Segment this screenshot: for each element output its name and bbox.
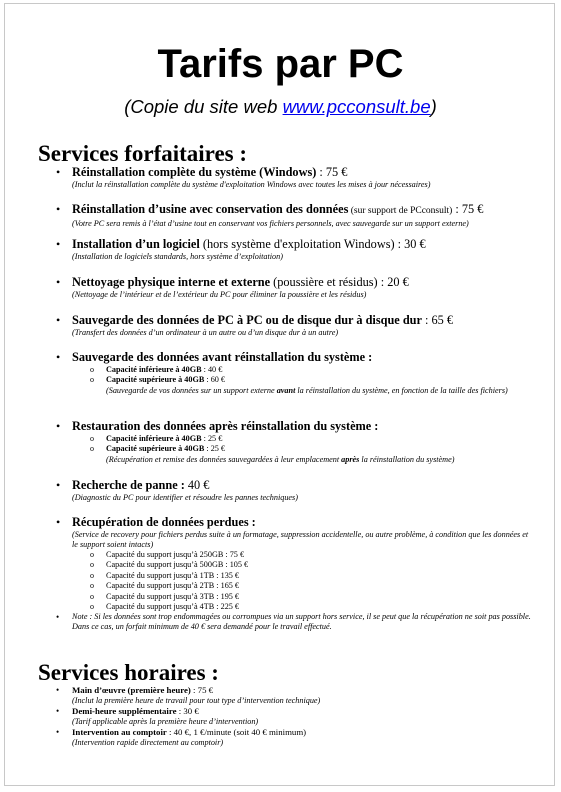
capacity-tier bbox=[72, 560, 533, 570]
bullet-icon: • bbox=[56, 350, 61, 364]
tier-label: Capacité du support jusqu’à 2TB : 165 € bbox=[106, 581, 240, 591]
recovery-note: Note : Si les données sont trop endommagées ou corrompues via un support hors service, il se peut que la récupération ne soit pas possible. Dans ce cas, un forfait minimum de 40 € sera demandé pour le travail effectué. bbox=[72, 612, 531, 632]
bullet-icon: • bbox=[56, 515, 61, 529]
item-title: Installation d’un logiciel bbox=[72, 237, 200, 251]
bullet-icon: • bbox=[56, 202, 61, 216]
item-title: Intervention au comptoir bbox=[72, 727, 167, 737]
item-description: (Récupération et remise des données sauvegardées à leur emplacement après la réinstallation du système) bbox=[106, 454, 455, 464]
tier-label: Capacité du support jusqu’à 3TB : 195 € bbox=[106, 591, 240, 601]
capacity-tier bbox=[72, 571, 533, 581]
item-title: Demi-heure supplémentaire bbox=[72, 706, 177, 716]
list-item bbox=[0, 419, 561, 465]
item-price: : 40 €, 1 €/minute (soit 40 € minimum) bbox=[166, 727, 307, 737]
circle-bullet-icon: o bbox=[90, 375, 94, 385]
section-title-horaires: Services horaires : bbox=[38, 660, 219, 685]
item-price: 40 € bbox=[184, 478, 210, 492]
circle-bullet-icon: o bbox=[90, 581, 94, 591]
page-subtitle bbox=[0, 95, 561, 119]
circle-bullet-icon: o bbox=[90, 570, 94, 580]
list-item bbox=[0, 685, 561, 706]
item-description: (Inclut la première heure de travail pour tout type d’intervention technique) bbox=[72, 696, 321, 705]
item-description: (Intervention rapide directement au comptoir) bbox=[72, 738, 224, 747]
list-item bbox=[0, 478, 561, 503]
circle-bullet-icon: o bbox=[90, 560, 94, 570]
list-item bbox=[0, 706, 561, 727]
item-note: (sur support de PCconsult) bbox=[348, 206, 453, 216]
circle-bullet-icon: o bbox=[90, 444, 94, 454]
item-description: (Inclut la réinstallation complète du système d'exploitation Windows avec toutes les mises à jour nécessaires) bbox=[72, 180, 431, 189]
item-description: (Sauvegarde de vos données sur un support externe avant la réinstallation du système, en fonction de la taille des fichiers) bbox=[106, 385, 508, 395]
item-price: : 30 € bbox=[176, 706, 199, 716]
item-title: Restauration des données après réinstallation du système : bbox=[72, 419, 379, 433]
website-link[interactable]: www.pcconsult.be bbox=[282, 96, 431, 117]
list-item bbox=[0, 313, 561, 338]
item-description: (Tarif applicable après la première heure d’intervention) bbox=[72, 717, 259, 726]
bullet-icon: • bbox=[56, 313, 61, 327]
sub-list-item: o Capacité supérieure à 40GB : 25 € bbox=[90, 444, 226, 454]
page-title: Tarifs par PC bbox=[157, 42, 404, 86]
list-item bbox=[0, 515, 561, 612]
capacity-tier bbox=[72, 550, 533, 560]
capacity-tier bbox=[72, 602, 533, 612]
item-title: Réinstallation d’usine avec conservation des données bbox=[72, 202, 349, 216]
capacity-tier bbox=[72, 581, 533, 591]
item-price: : 75 € bbox=[452, 202, 484, 216]
capacity-tier-list bbox=[72, 550, 533, 612]
note-item bbox=[0, 612, 561, 632]
item-title: Sauvegarde des données avant réinstallation du système : bbox=[72, 350, 373, 364]
sub-list-item: o Capacité inférieure à 40GB : 25 € bbox=[90, 434, 223, 443]
circle-bullet-icon: o bbox=[90, 365, 94, 374]
item-title: Nettoyage physique interne et externe bbox=[72, 275, 271, 289]
sub-list-item: o Capacité inférieure à 40GB : 40 € bbox=[90, 365, 223, 374]
bullet-icon: • bbox=[56, 612, 60, 623]
tier-label: Capacité du support jusqu’à 500GB : 105 € bbox=[106, 560, 249, 570]
item-title: Sauvegarde des données de PC à PC ou de disque dur à disque dur bbox=[72, 313, 422, 327]
bullet-icon: • bbox=[56, 685, 60, 695]
item-price: : 75 € bbox=[190, 685, 214, 695]
item-description: (Nettoyage de l’intérieur et de l’extérieur du PC pour éliminer la poussière et les résidus) bbox=[72, 290, 367, 299]
sub-list-item: o Capacité supérieure à 40GB : 60 € bbox=[90, 375, 226, 385]
bullet-icon: • bbox=[56, 727, 60, 737]
item-price: : 75 € bbox=[316, 165, 348, 179]
tier-label: Capacité du support jusqu’à 4TB : 225 € bbox=[106, 602, 240, 612]
list-item bbox=[0, 165, 561, 190]
circle-bullet-icon: o bbox=[90, 550, 94, 559]
bullet-icon: • bbox=[56, 237, 61, 251]
item-description: (Votre PC sera remis à l’état d’usine tout en conservant vos fichiers personnels, avec sauvegarde sur un support externe) bbox=[72, 219, 469, 228]
tier-label: Capacité du support jusqu’à 250GB : 75 € bbox=[106, 550, 245, 559]
item-description: (Installation de logiciels standards, hors système d’exploitation) bbox=[72, 252, 283, 261]
item-price: : 65 € bbox=[421, 313, 454, 327]
bullet-icon: • bbox=[56, 419, 61, 433]
subtitle-suffix: ) bbox=[430, 96, 437, 117]
item-price: (hors système d'exploitation Windows) : 30 € bbox=[199, 237, 426, 251]
item-title: Récupération de données perdues : bbox=[72, 515, 256, 529]
item-description: (Diagnostic du PC pour identifier et résoudre les pannes techniques) bbox=[72, 493, 298, 502]
bullet-icon: • bbox=[56, 478, 61, 492]
bullet-icon: • bbox=[56, 275, 61, 289]
bullet-icon: • bbox=[56, 706, 60, 716]
circle-bullet-icon: o bbox=[90, 434, 94, 443]
circle-bullet-icon: o bbox=[90, 602, 94, 612]
item-description: (Transfert des données d’un ordinateur à un autre ou d’un disque dur à un autre) bbox=[72, 328, 339, 337]
list-item bbox=[0, 202, 561, 229]
circle-bullet-icon: o bbox=[90, 591, 94, 601]
section-title-forfaitaires: Services forfaitaires : bbox=[38, 141, 248, 166]
item-price: (poussière et résidus) : 20 € bbox=[270, 275, 409, 289]
subtitle-prefix: (Copie du site web bbox=[124, 96, 283, 117]
item-description: (Service de recovery pour fichiers perdus suite à un formatage, suppression accidentelle, ou autre problème, à condition que les données et le support soient intacts) bbox=[72, 530, 529, 549]
tier-label: Capacité du support jusqu’à 1TB : 135 € bbox=[106, 570, 240, 580]
item-title: Main d’œuvre (première heure) bbox=[72, 685, 191, 695]
capacity-tier bbox=[72, 592, 533, 602]
list-item bbox=[0, 275, 561, 300]
list-item bbox=[0, 350, 561, 396]
item-title: Recherche de panne : bbox=[72, 478, 185, 492]
bullet-icon: • bbox=[56, 165, 61, 179]
item-title: Réinstallation complète du système (Windows) bbox=[72, 165, 317, 179]
list-item bbox=[0, 727, 561, 748]
list-item bbox=[0, 237, 561, 262]
